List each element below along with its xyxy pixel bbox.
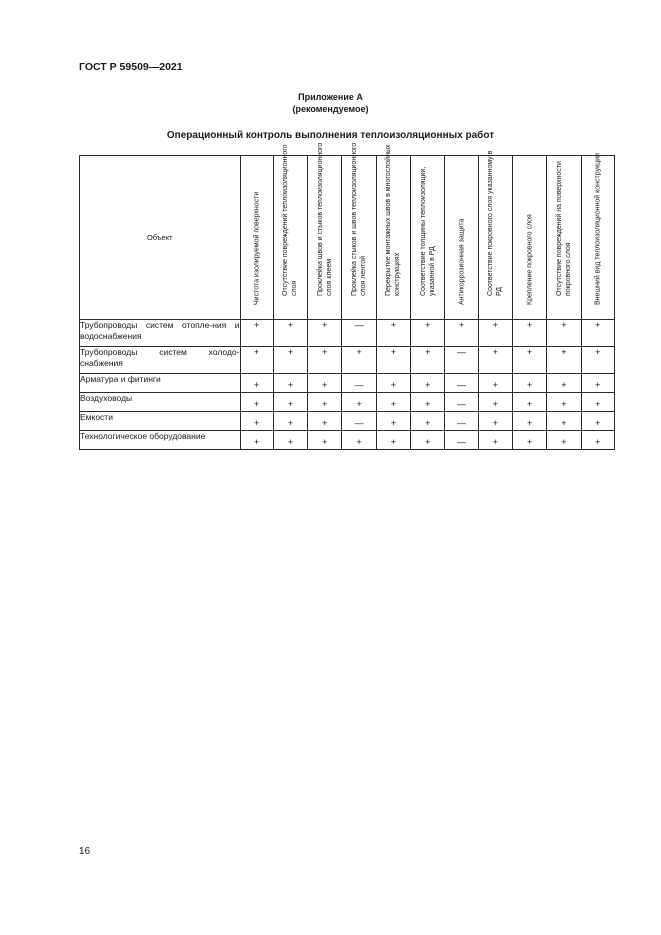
cell-mark: + (273, 347, 307, 374)
cell-mark: + (581, 347, 614, 374)
column-header-text: Соответствие покровного слоя указанному в РД (487, 150, 504, 296)
cell-mark: + (581, 374, 614, 393)
table-row (80, 374, 615, 393)
cell-mark: — (445, 347, 478, 374)
cell-mark: + (308, 347, 342, 374)
cell-mark: + (240, 393, 273, 412)
row-label: Технологическое оборудование (80, 431, 241, 450)
cell-mark: + (308, 374, 342, 393)
cell-mark: + (581, 412, 614, 431)
cell-mark: + (411, 393, 445, 412)
column-header-text: Проклейка стыков и швов теплоизоляционного слоя лентой (351, 142, 368, 296)
cell-mark: + (478, 412, 512, 431)
cell-mark: + (512, 393, 546, 412)
cell-mark: + (512, 320, 546, 347)
column-header (512, 156, 546, 320)
document-title: Операционный контроль выполнения теплоизоляционных работ (166, 130, 495, 141)
table-row (80, 393, 615, 412)
cell-mark: + (342, 347, 376, 374)
column-header (342, 142, 376, 320)
column-header-text: Перекрытие монтажных швов в многослойных конструкциях (385, 144, 402, 296)
cell-mark: + (273, 320, 307, 347)
cell-mark: + (240, 412, 273, 431)
table-row (80, 347, 615, 374)
appendix-title: Приложение А (298, 92, 363, 102)
cell-mark: + (547, 374, 581, 393)
table-row (80, 412, 615, 431)
control-table (79, 142, 615, 450)
cell-mark: + (478, 431, 512, 450)
cell-mark: + (376, 374, 410, 393)
cell-mark: + (376, 347, 410, 374)
cell-mark: + (547, 412, 581, 431)
cell-mark: + (376, 393, 410, 412)
column-header-text: Соответствие толщины теплоизоляции, указанной в РД (419, 166, 436, 296)
cell-mark: + (273, 393, 307, 412)
cell-mark: + (342, 431, 376, 450)
cell-mark: + (240, 431, 273, 450)
cell-mark: — (445, 412, 478, 431)
cell-mark: + (376, 431, 410, 450)
cell-mark: + (411, 412, 445, 431)
cell-mark: + (411, 374, 445, 393)
column-header (547, 156, 581, 320)
cell-mark: + (240, 320, 273, 347)
cell-mark: + (240, 374, 273, 393)
cell-mark: + (445, 320, 478, 347)
cell-mark: — (445, 431, 478, 450)
cell-mark: + (411, 431, 445, 450)
cell-mark: + (308, 393, 342, 412)
column-header-text: Проклейка швов и стыков теплоизоляционного слоя клеем (316, 142, 333, 296)
table-row (80, 431, 615, 450)
cell-mark: + (478, 374, 512, 393)
row-label: Воздуховоды (80, 393, 241, 412)
cell-mark: + (581, 431, 614, 450)
row-label: Трубопроводы систем отопле-ния и водоснабжения (80, 320, 241, 347)
cell-mark: + (273, 374, 307, 393)
column-header-text: Антикоррозионная защита (458, 218, 465, 305)
cell-mark: + (478, 320, 512, 347)
cell-mark: + (273, 412, 307, 431)
column-header (445, 156, 478, 320)
column-header-text: Чистота изолируемой поверхности (253, 191, 261, 305)
cell-mark: + (240, 347, 273, 374)
row-label: Емкости (80, 412, 241, 431)
cell-mark: + (512, 431, 546, 450)
cell-mark: — (342, 412, 376, 431)
cell-mark: + (376, 412, 410, 431)
column-header-text: Отсутствие повреждений теплоизоляционного слоя (282, 144, 299, 296)
column-header (376, 144, 410, 320)
cell-mark: + (478, 393, 512, 412)
cell-mark: — (445, 374, 478, 393)
cell-mark: + (411, 347, 445, 374)
cell-mark: + (512, 374, 546, 393)
cell-mark: — (445, 393, 478, 412)
cell-mark: + (273, 431, 307, 450)
cell-mark: + (342, 393, 376, 412)
page-number: 16 (79, 846, 91, 857)
appendix-subtitle: (рекомендуемое) (292, 104, 369, 114)
column-header (273, 144, 307, 320)
column-header (240, 156, 273, 320)
cell-mark: + (547, 393, 581, 412)
column-header-text: Крепление покровного слоя (526, 214, 534, 305)
cell-mark: + (547, 320, 581, 347)
cell-mark: + (411, 320, 445, 347)
column-header-text: Внешний вид теплоизоляционной конструкции (594, 153, 602, 305)
column-header (478, 150, 512, 320)
cell-mark: — (342, 374, 376, 393)
object-column-header: Объект (80, 156, 241, 320)
table-row (80, 320, 615, 347)
table-header-row (80, 156, 615, 320)
cell-mark: + (308, 412, 342, 431)
cell-mark: + (512, 412, 546, 431)
cell-mark: + (581, 393, 614, 412)
cell-mark: + (547, 431, 581, 450)
cell-mark: + (478, 347, 512, 374)
row-label: Арматура и фитинги (80, 374, 241, 393)
standard-code: ГОСТ Р 59509—2021 (79, 61, 183, 73)
cell-mark: + (581, 320, 614, 347)
column-header (581, 153, 614, 320)
cell-mark: + (308, 431, 342, 450)
cell-mark: + (308, 320, 342, 347)
cell-mark: + (512, 347, 546, 374)
column-header-text: Отсутствие повреждений на поверхности покровного слоя (555, 161, 572, 296)
cell-mark: + (376, 320, 410, 347)
column-header (308, 142, 342, 320)
cell-mark: + (547, 347, 581, 374)
cell-mark: — (342, 320, 376, 347)
column-header (411, 156, 445, 320)
row-label: Трубопроводы систем холодо-снабжения (80, 347, 241, 374)
